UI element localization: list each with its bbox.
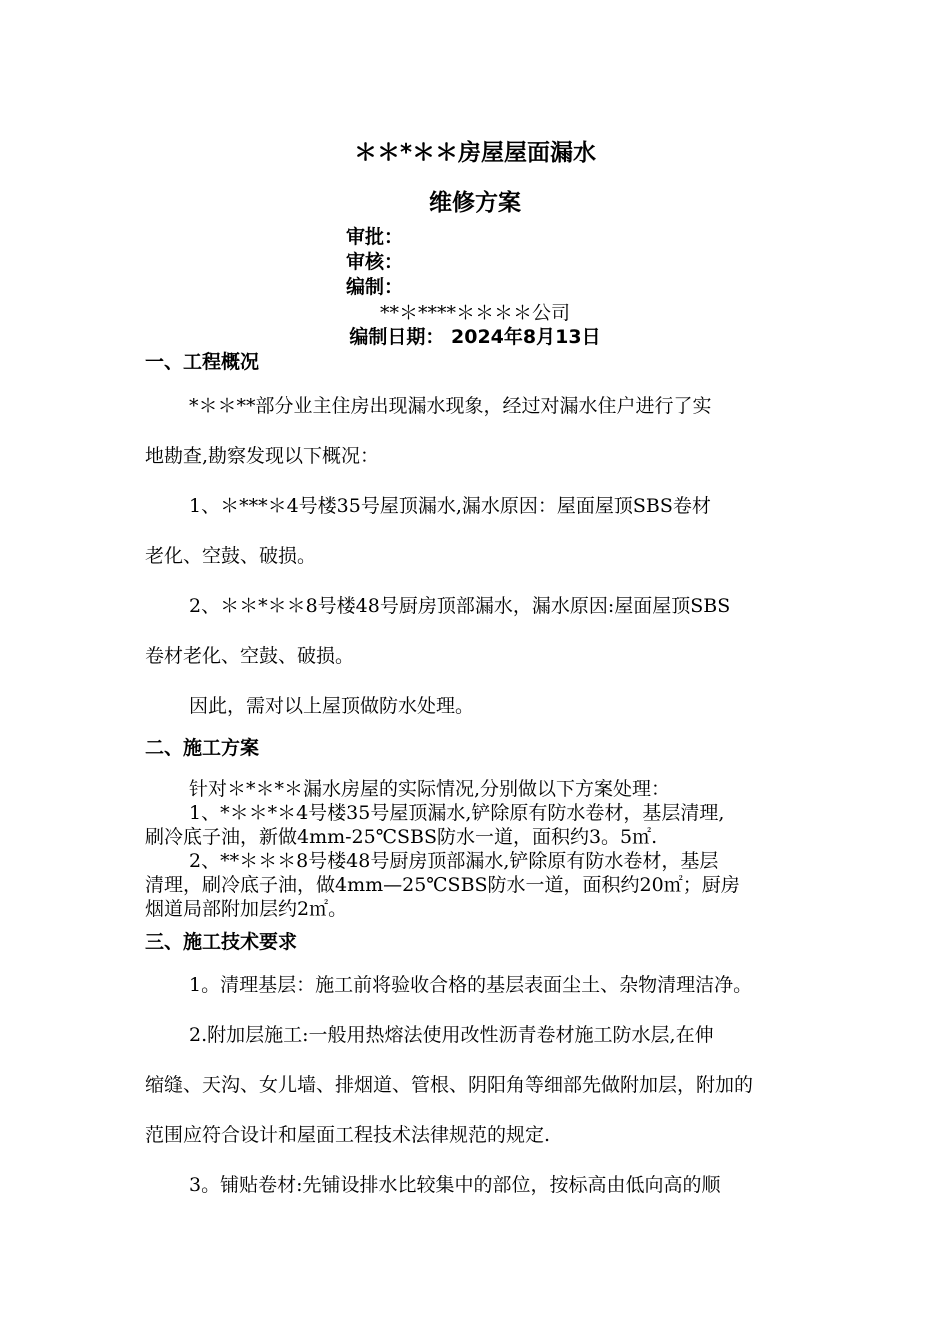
- s1-p1-line2: 地勘查,勘察发现以下概况：: [145, 445, 380, 467]
- s2-line6: 烟道局部附加层约2㎡。: [145, 898, 348, 920]
- section-3-body: [145, 960, 807, 1210]
- section-3-heading: 三、施工技术要求: [145, 931, 298, 953]
- company-name: **＊****＊＊＊＊公司: [379, 302, 570, 324]
- s3-p3-line1: 3。铺贴卷材:先铺设排水比较集中的部位，按标高由低向高的顺: [189, 1174, 721, 1196]
- approve-label: 审批：: [346, 226, 404, 248]
- prepare-date: 编制日期： 2024年8月13日: [349, 326, 601, 348]
- s1-p1-line1: *＊＊**部分业主住房出现漏水现象，经过对漏水住户进行了实: [189, 395, 712, 417]
- s2-line2: 1、*＊＊*＊4号楼35号屋顶漏水,铲除原有防水卷材，基层清理,: [189, 802, 725, 824]
- section-1-heading: 一、工程概况: [145, 351, 260, 373]
- s3-p1: 1。清理基层：施工前将验收合格的基层表面尘土、杂物清理洁净。: [189, 974, 753, 996]
- s2-line1: 针对＊*＊*＊漏水房屋的实际情况,分别做以下方案处理：: [189, 778, 671, 800]
- s1-p3-line1: 2、＊＊*＊＊8号楼48号厨房顶部漏水，漏水原因:屋面屋顶SBS: [189, 595, 731, 617]
- s2-line4: 2、**＊＊＊8号楼48号厨房顶部漏水,铲除原有防水卷材，基层: [189, 850, 719, 872]
- section-1-body: [145, 381, 807, 731]
- s1-p2-line2: 老化、空鼓、破损。: [145, 545, 317, 567]
- s2-line5: 清理，刷冷底子油，做4mm—25℃SBS防水一道，面积约20㎡；厨房: [145, 874, 740, 896]
- section-2-heading: 二、施工方案: [145, 737, 260, 759]
- s3-p2-line2: 缩缝、天沟、女儿墙、排烟道、管根、阴阳角等细部先做附加层，附加的: [145, 1074, 754, 1096]
- s1-p3-line2: 卷材老化、空鼓、破损。: [145, 645, 355, 667]
- section-2-body: [145, 777, 807, 921]
- s3-p2-line3: 范围应符合设计和屋面工程技术法律规范的规定.: [145, 1124, 551, 1146]
- review-label: 审核：: [346, 251, 404, 273]
- s1-p4: 因此，需对以上屋顶做防水处理。: [189, 695, 475, 717]
- s1-p2-line1: 1、＊***＊4号楼35号屋顶漏水,漏水原因：屋面屋顶SBS卷材: [189, 495, 711, 517]
- prepare-label: 编制：: [346, 276, 404, 298]
- s3-p2-line1: 2.附加层施工:一般用热熔法使用改性沥青卷材施工防水层,在伸: [189, 1024, 714, 1046]
- s2-line3: 刷冷底子油，新做4mm-25℃SBS防水一道，面积约3。5㎡.: [145, 826, 658, 848]
- doc-title-line1: ＊＊*＊＊房屋屋面漏水: [353, 140, 597, 166]
- doc-title-line2: 维修方案: [429, 190, 521, 216]
